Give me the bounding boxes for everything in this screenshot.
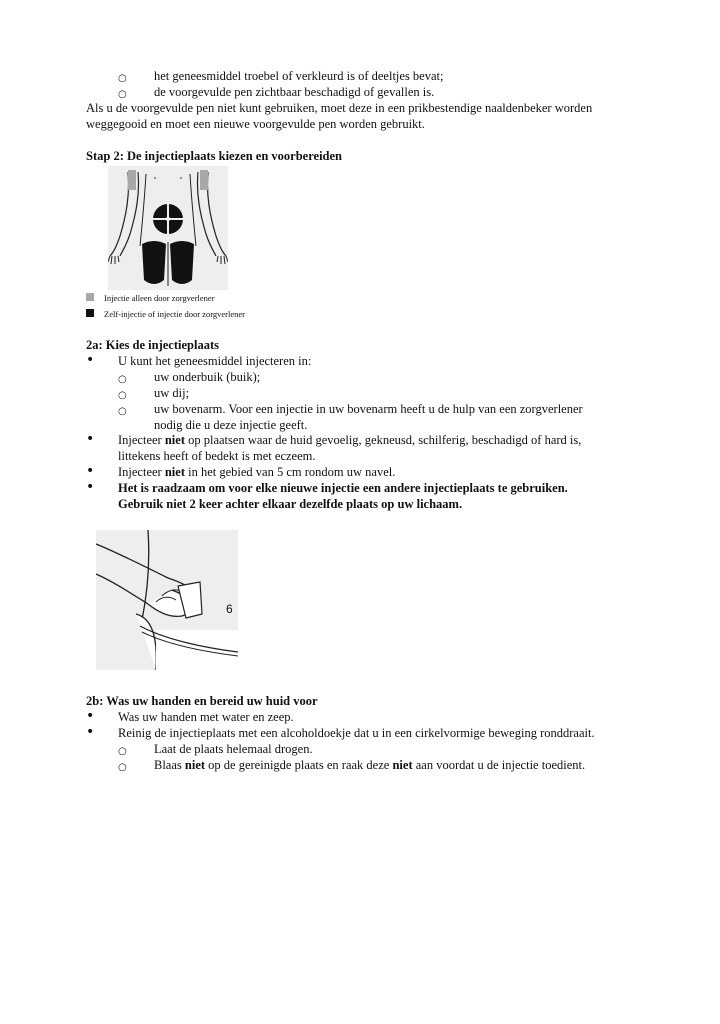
- injection-site-body-diagram: [108, 166, 228, 290]
- list-item: uw dij;: [154, 386, 190, 400]
- list-item: uw bovenarm. Voor een injectie in uw bovenarm heeft u de hulp van een zorgverlener: [154, 402, 583, 416]
- bullet: •: [86, 724, 95, 740]
- bullet: •: [86, 431, 95, 447]
- legend-label-black: Zelf-injectie of injectie door zorgverlener: [104, 309, 245, 319]
- list-item: Was uw handen met water en zeep.: [118, 710, 294, 724]
- legend-swatch-gray: [86, 293, 94, 301]
- circle-bullet: ○: [118, 390, 127, 401]
- circle-bullet: ○: [118, 73, 127, 84]
- list-item-continuation: Gebruik niet 2 keer achter elkaar dezelfde plaats op uw lichaam.: [118, 497, 463, 511]
- circle-bullet: ○: [118, 746, 127, 757]
- circle-bullet: ○: [118, 762, 127, 773]
- bullet: •: [86, 352, 95, 368]
- list-item-continuation: littekens heeft of bedekt is met eczeem.: [118, 449, 316, 463]
- list-item: Blaas niet op de gereinigde plaats en raak deze niet aan voordat u de injectie toedient.: [154, 758, 586, 772]
- bullet: •: [86, 708, 95, 724]
- circle-bullet: ○: [118, 89, 127, 100]
- bullet: •: [86, 463, 95, 479]
- list-item: de voorgevulde pen zichtbaar beschadigd of gevallen is.: [154, 85, 435, 99]
- paragraph-line: Als u de voorgevulde pen niet kunt gebruiken, moet deze in een prikbestendige naaldenbeker worden: [86, 101, 593, 115]
- cleaning-skin-illustration: [96, 530, 238, 670]
- circle-bullet: ○: [118, 374, 127, 385]
- list-item: Injecteer niet in het gebied van 5 cm rondom uw navel.: [118, 465, 396, 479]
- list-item: het geneesmiddel troebel of verkleurd is of deeltjes bevat;: [154, 69, 444, 83]
- list-item-continuation: nodig die u deze injectie geeft.: [154, 418, 308, 432]
- legend-swatch-black: [86, 309, 94, 317]
- section-heading: 2a: Kies de injectieplaats: [86, 338, 219, 352]
- list-item: Reinig de injectieplaats met een alcoholdoekje dat u in een cirkelvormige beweging ronddraait.: [118, 726, 595, 740]
- legend-label-gray: Injectie alleen door zorgverlener: [104, 293, 215, 303]
- bullet: •: [86, 479, 95, 495]
- section-heading: 2b: Was uw handen en bereid uw huid voor: [86, 694, 318, 708]
- figure-number: 6: [226, 602, 233, 616]
- list-item: Het is raadzaam om voor elke nieuwe injectie een andere injectieplaats te gebruiken.: [118, 481, 568, 495]
- list-item: Injecteer niet op plaatsen waar de huid gevoelig, gekneusd, schilferig, beschadigd of hard is,: [118, 433, 582, 447]
- circle-bullet: ○: [118, 406, 127, 417]
- list-item: uw onderbuik (buik);: [154, 370, 261, 384]
- section-heading: Stap 2: De injectieplaats kiezen en voorbereiden: [86, 149, 342, 163]
- list-item: U kunt het geneesmiddel injecteren in:: [118, 354, 312, 368]
- list-item: Laat de plaats helemaal drogen.: [154, 742, 313, 756]
- paragraph-line: weggegooid en moet een nieuwe voorgevulde pen worden gebruikt.: [86, 117, 425, 131]
